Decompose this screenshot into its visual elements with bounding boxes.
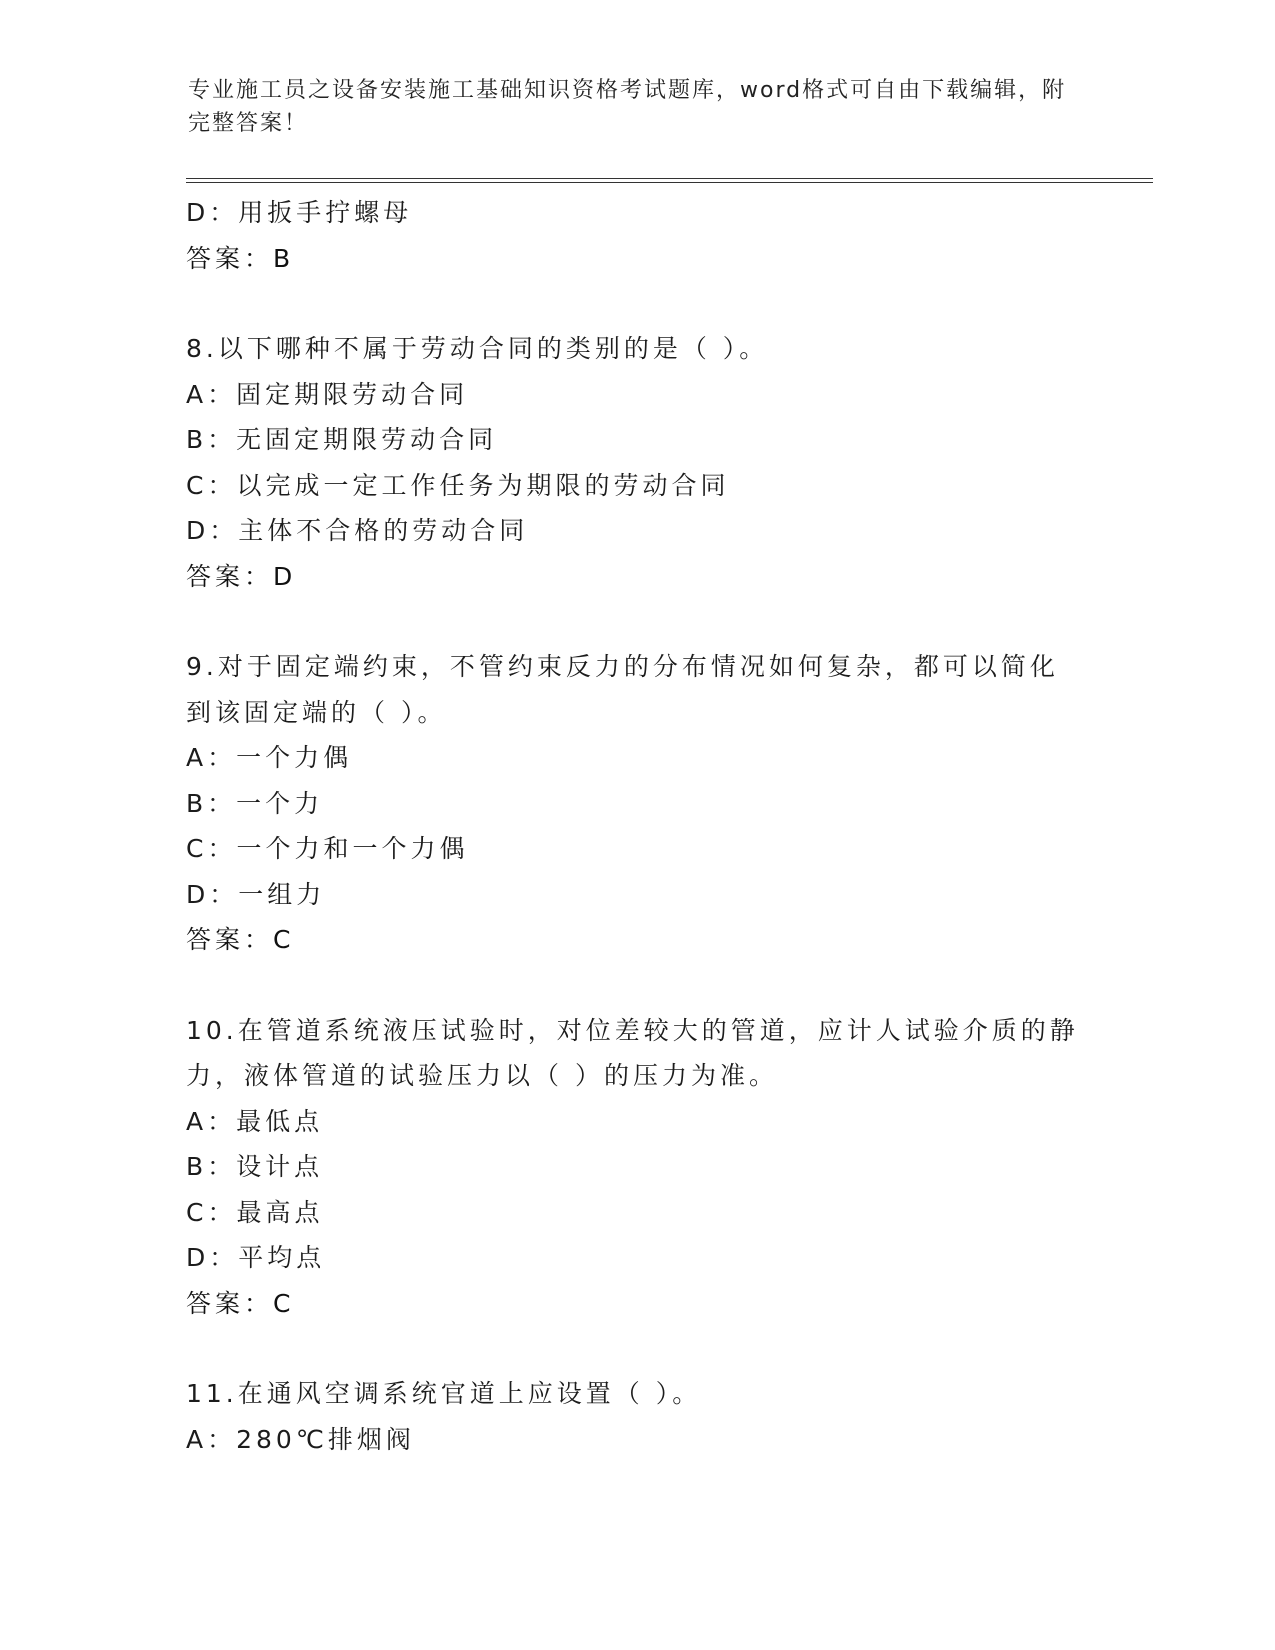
previous-question-tail [186, 190, 1086, 281]
option-c: C：以完成一定工作任务为期限的劳动合同 [186, 470, 730, 500]
spacer [186, 599, 1086, 644]
option-b: B：设计点 [186, 1152, 324, 1181]
answer-line: 答案：B [186, 243, 295, 273]
question-11 [186, 1371, 1086, 1462]
question-stem-line-1: 10.在管道系统液压试验时，对位差较大的管道，应计人试验介质的静 [186, 1015, 1079, 1045]
option-d: D：用扳手拧螺母 [186, 198, 413, 227]
option-a: A：280℃排烟阀 [186, 1424, 415, 1454]
question-stem-line-2: 力，液体管道的试验压力以（ ）的压力为准。 [186, 1061, 778, 1090]
option-b: B：一个力 [186, 788, 324, 818]
option-a: A：固定期限劳动合同 [186, 379, 469, 409]
question-stem-line-1: 9.对于固定端约束，不管约束反力的分布情况如何复杂，都可以简化 [186, 652, 1059, 681]
option-c: C：最高点 [186, 1197, 324, 1227]
question-9 [186, 644, 1086, 963]
question-8 [186, 326, 1086, 599]
option-a: A：一个力偶 [186, 743, 353, 772]
option-c: C：一个力和一个力偶 [186, 834, 469, 863]
question-stem: 8.以下哪种不属于劳动合同的类别的是（ ）。 [186, 334, 769, 363]
question-list [186, 190, 1086, 1462]
option-d: D：主体不合格的劳动合同 [186, 516, 529, 545]
answer-line: 答案：D [186, 561, 297, 591]
spacer [186, 963, 1086, 1008]
page-header [188, 74, 1068, 140]
answer-line: 答案：C [186, 925, 295, 954]
question-stem: 11.在通风空调系统官道上应设置（ ）。 [186, 1379, 702, 1408]
question-stem-line-2: 到该固定端的（ ）。 [186, 697, 447, 727]
option-d: D：一组力 [186, 879, 326, 909]
option-b: B：无固定期限劳动合同 [186, 425, 498, 454]
answer-line: 答案：C [186, 1288, 295, 1318]
option-a: A：最低点 [186, 1106, 324, 1136]
spacer [186, 1326, 1086, 1371]
spacer [186, 281, 1086, 326]
question-10 [186, 1008, 1086, 1327]
option-d: D：平均点 [186, 1243, 326, 1272]
header-divider [186, 178, 1153, 183]
header-title: 专业施工员之设备安装施工基础知识资格考试题库，word格式可自由下载编辑，附完整答案！ [188, 78, 1067, 136]
